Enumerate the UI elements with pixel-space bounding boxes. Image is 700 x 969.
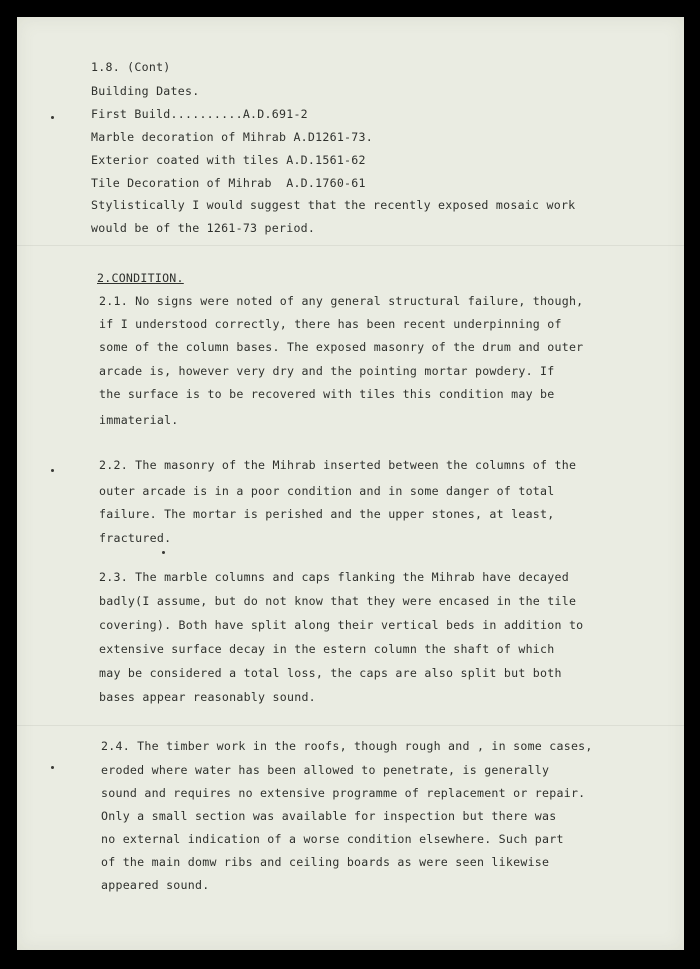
date-line: Tile Decoration of Mihrab A.D.1760-61 [91, 176, 366, 190]
note-line: would be of the 1261-73 period. [91, 221, 316, 235]
paragraph-line: no external indication of a worse condition elsewhere. Such part [101, 832, 564, 846]
paragraph-line: 2.2. The masonry of the Mihrab inserted between the columns of the [99, 458, 577, 472]
paragraph-line: the surface is to be recovered with tiles this condition may be [99, 387, 555, 401]
paragraph-line: bases appear reasonably sound. [99, 690, 316, 704]
margin-mark [162, 551, 165, 554]
paper-fold [17, 245, 684, 246]
paragraph-line: if I understood correctly, there has been recent underpinning of [99, 317, 562, 331]
document-page [17, 17, 684, 950]
condition-heading: 2.CONDITION. [97, 271, 184, 285]
paragraph-line: failure. The mortar is perished and the upper stones, at least, [99, 507, 555, 521]
paragraph-line: extensive surface decay in the estern column the shaft of which [99, 642, 555, 656]
paragraph-line: 2.4. The timber work in the roofs, though rough and , in some cases, [101, 739, 593, 753]
building-dates-title: Building Dates. [91, 84, 200, 98]
paragraph-line: immaterial. [99, 413, 179, 427]
paragraph-line: may be considered a total loss, the caps are also split but both [99, 666, 562, 680]
margin-mark [51, 116, 54, 119]
margin-mark [51, 469, 54, 472]
date-line: Marble decoration of Mihrab A.D1261-73. [91, 130, 373, 144]
margin-mark [51, 766, 54, 769]
paragraph-line: 2.1. No signs were noted of any general structural failure, though, [99, 294, 584, 308]
paragraph-line: appeared sound. [101, 878, 210, 892]
paragraph-line: fractured. [99, 531, 172, 545]
paragraph-line: covering). Both have split along their vertical beds in addition to [99, 618, 584, 632]
note-line: Stylistically I would suggest that the recently exposed mosaic work [91, 198, 576, 212]
paragraph-line: some of the column bases. The exposed masonry of the drum and outer [99, 340, 584, 354]
paragraph-line: Only a small section was available for inspection but there was [101, 809, 557, 823]
paragraph-line: eroded where water has been allowed to penetrate, is generally [101, 763, 550, 777]
paragraph-line: sound and requires no extensive programme of replacement or repair. [101, 786, 586, 800]
date-line: First Build..........A.D.691-2 [91, 107, 308, 121]
date-line: Exterior coated with tiles A.D.1561-62 [91, 153, 366, 167]
paragraph-line: badly(I assume, but do not know that they were encased in the tile [99, 594, 577, 608]
paragraph-line: 2.3. The marble columns and caps flanking the Mihrab have decayed [99, 570, 569, 584]
paragraph-line: outer arcade is in a poor condition and in some danger of total [99, 484, 555, 498]
paragraph-line: arcade is, however very dry and the pointing mortar powdery. If [99, 364, 555, 378]
paper-fold [17, 725, 684, 726]
paragraph-line: of the main domw ribs and ceiling boards as were seen likewise [101, 855, 550, 869]
section-header: 1.8. (Cont) [91, 60, 171, 74]
